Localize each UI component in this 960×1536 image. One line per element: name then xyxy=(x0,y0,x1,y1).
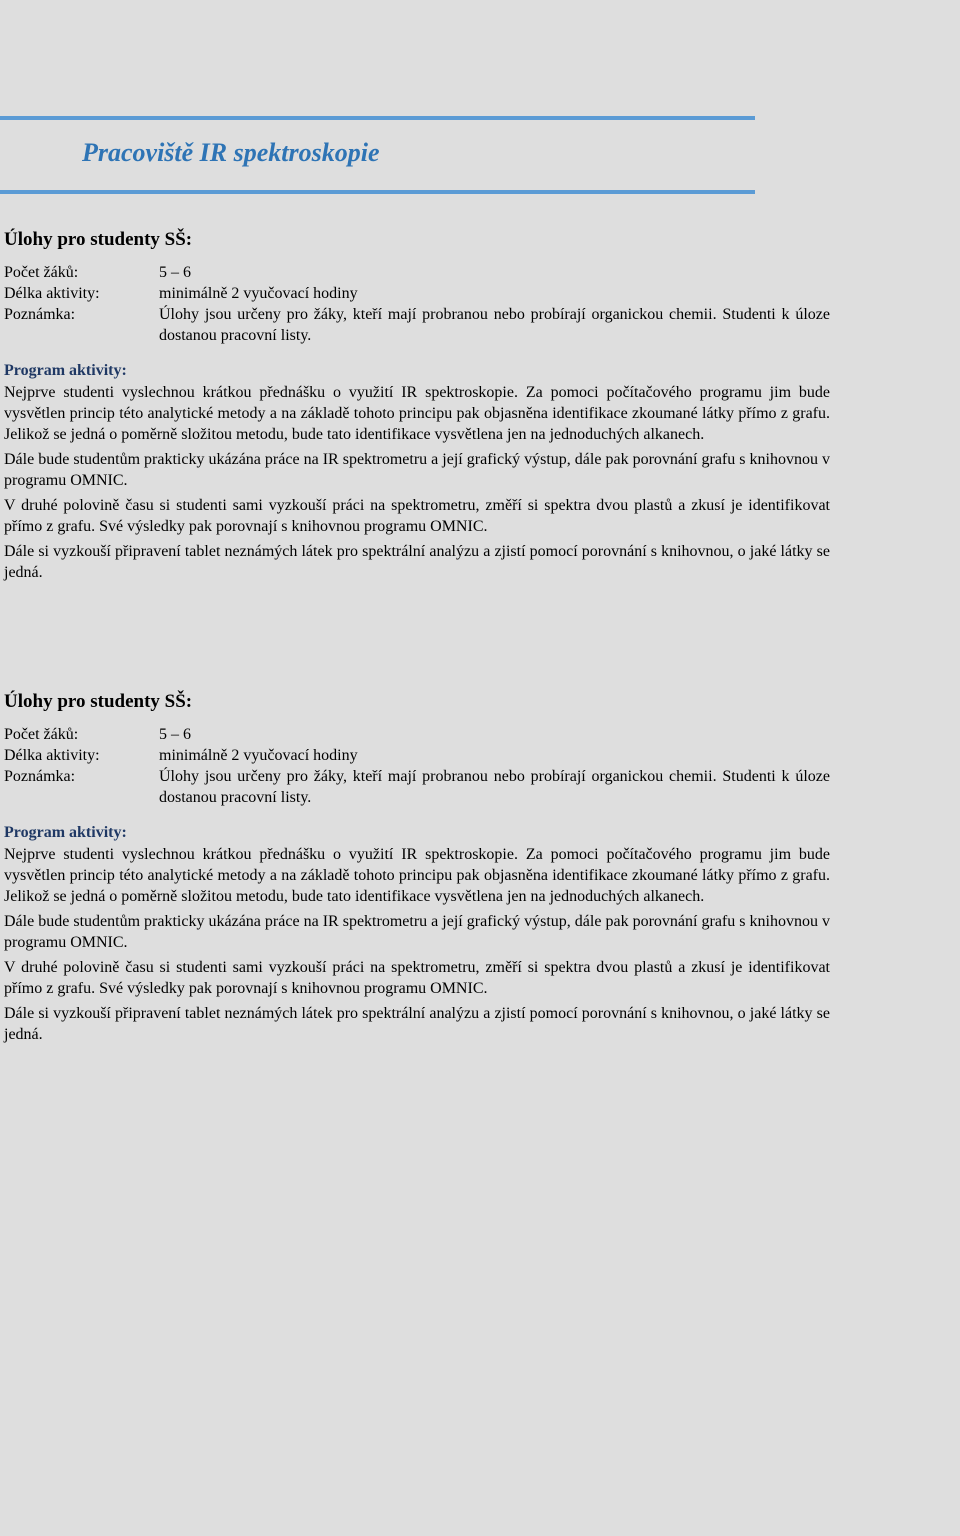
program-paragraph: Dále bude studentům prakticky ukázána práce na IR spektrometru a její grafický výstup, dále pak porovnání grafu s knihovnou v programu OMNIC. xyxy=(4,451,830,489)
task-section-1 xyxy=(4,228,830,587)
program-heading: Program aktivity: xyxy=(4,362,127,379)
duration-row xyxy=(4,745,830,766)
note-label: Poznámka: xyxy=(4,306,76,323)
title-rule-bottom xyxy=(0,190,755,194)
program-paragraph: V druhé polovině času si studenti sami vyzkouší práci na spektrometru, změří si spektra dvou plastů a zkusí je identifikovat přímo z grafu. Své výsledky pak porovnají s knihovnou programu OMNIC. xyxy=(4,497,830,535)
duration-label: Délka aktivity: xyxy=(4,285,100,302)
program-paragraph: Nejprve studenti vyslechnou krátkou přednášku o využití IR spektroskopie. Za pomoci počítačového programu jim bude vysvětlen princip této analytické metody a na základě tohoto principu pak objasněna identifikace zkoumané látky přímo z grafu. Jelikož se jedná o poměrně složitou metodu, bude tato identifikace vysvětlena jen na jednoduchých alkanech. xyxy=(4,384,830,443)
task-section-2 xyxy=(4,690,830,1049)
duration-value: minimálně 2 vyučovací hodiny xyxy=(159,747,358,764)
note-value: Úlohy jsou určeny pro žáky, kteří mají probranou nebo probírají organickou chemii. Studenti k úloze dostanou pracovní listy. xyxy=(159,768,830,806)
note-row xyxy=(4,304,830,346)
activity-info-table xyxy=(4,724,830,808)
note-value: Úlohy jsou určeny pro žáky, kteří mají probranou nebo probírají organickou chemii. Studenti k úloze dostanou pracovní listy. xyxy=(159,306,830,344)
program-paragraph: Dále si vyzkouší připravení tablet neznámých látek pro spektrální analýzu a zjistí pomocí porovnání s knihovnou, o jaké látky se jedná. xyxy=(4,1005,830,1043)
duration-row xyxy=(4,283,830,304)
section-heading: Úlohy pro studenty SŠ: xyxy=(4,229,193,250)
program-paragraph: Dále bude studentům prakticky ukázána práce na IR spektrometru a její grafický výstup, dále pak porovnání grafu s knihovnou v programu OMNIC. xyxy=(4,913,830,951)
students-label: Počet žáků: xyxy=(4,264,79,281)
program-paragraph: V druhé polovině času si studenti sami vyzkouší práci na spektrometru, změří si spektra dvou plastů a zkusí je identifikovat přímo z grafu. Své výsledky pak porovnají s knihovnou programu OMNIC. xyxy=(4,959,830,997)
program-paragraph: Nejprve studenti vyslechnou krátkou přednášku o využití IR spektroskopie. Za pomoci počítačového programu jim bude vysvětlen princip této analytické metody a na základě tohoto principu pak objasněna identifikace zkoumané látky přímo z grafu. Jelikož se jedná o poměrně složitou metodu, bude tato identifikace vysvětlena jen na jednoduchých alkanech. xyxy=(4,846,830,905)
students-value: 5 – 6 xyxy=(159,726,191,743)
program-heading: Program aktivity: xyxy=(4,824,127,841)
students-label: Počet žáků: xyxy=(4,726,79,743)
activity-info-table xyxy=(4,262,830,346)
students-value: 5 – 6 xyxy=(159,264,191,281)
students-row xyxy=(4,262,830,283)
duration-value: minimálně 2 vyučovací hodiny xyxy=(159,285,358,302)
duration-label: Délka aktivity: xyxy=(4,747,100,764)
note-label: Poznámka: xyxy=(4,768,76,785)
section-heading: Úlohy pro studenty SŠ: xyxy=(4,691,193,712)
title-rule-top xyxy=(0,116,755,120)
students-row xyxy=(4,724,830,745)
note-row xyxy=(4,766,830,808)
program-paragraph: Dále si vyzkouší připravení tablet neznámých látek pro spektrální analýzu a zjistí pomocí porovnání s knihovnou, o jaké látky se jedná. xyxy=(4,543,830,581)
page-title: Pracoviště IR spektroskopie xyxy=(82,138,380,167)
